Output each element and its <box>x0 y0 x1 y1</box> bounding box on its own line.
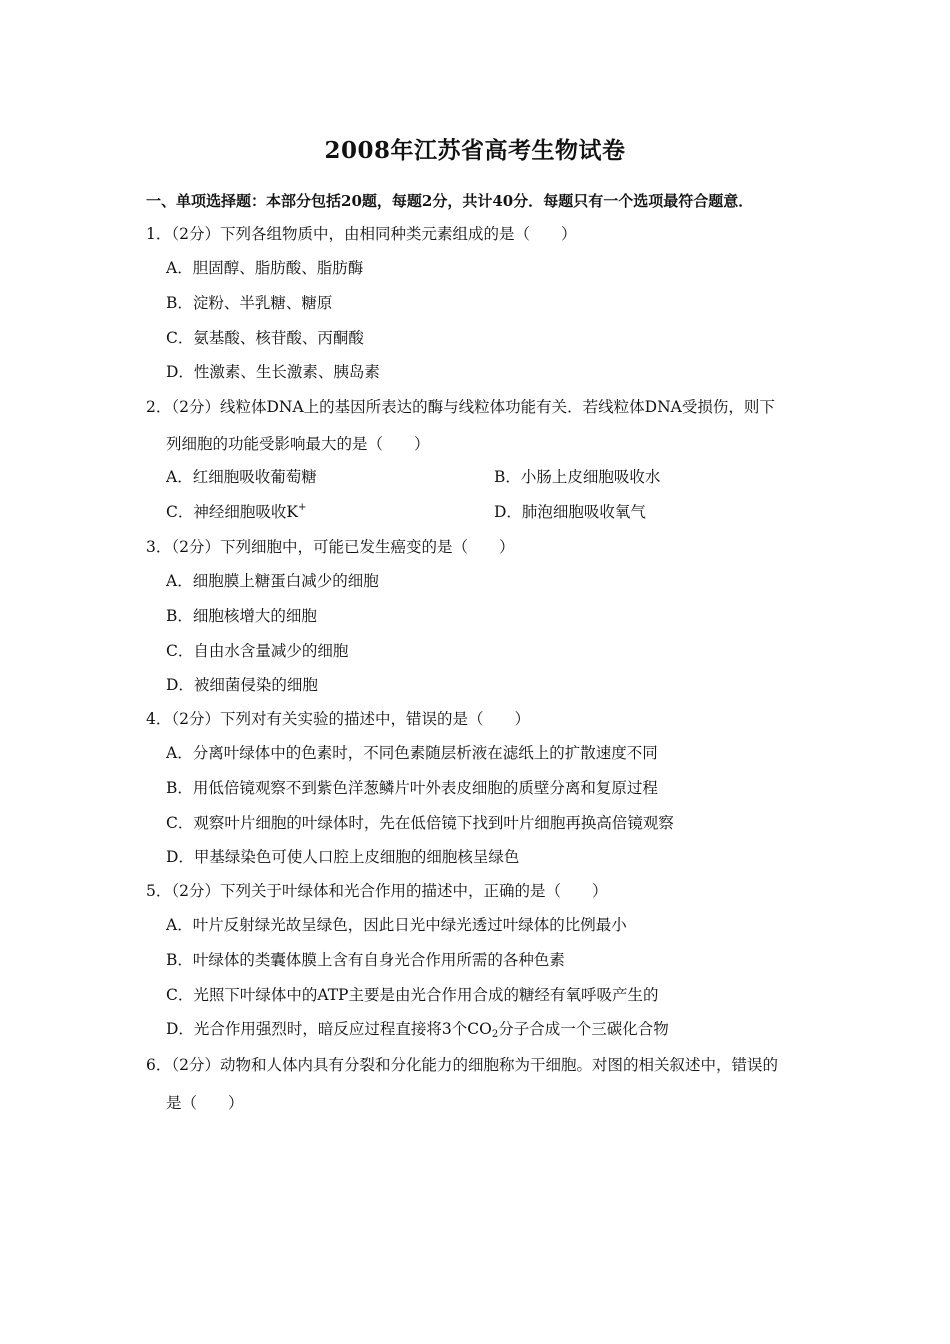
question-1-option-b: B．淀粉、半乳糖、糖原 <box>166 294 333 312</box>
question-3-option-b: B．细胞核增大的细胞 <box>166 607 317 625</box>
question-4-option-a: A．分离叶绿体中的色素时，不同色素随层析液在滤纸上的扩散速度不同 <box>166 744 658 762</box>
question-5-option-d-text-after: 分子合成一个三碳化合物 <box>498 1020 669 1038</box>
question-2-option-c-text: C．神经细胞吸收K <box>166 503 298 521</box>
question-2-option-d: D．肺泡细胞吸收氧气 <box>494 503 646 521</box>
question-1-option-a: A．胆固醇、脂肪酸、脂肪酶 <box>166 259 364 277</box>
question-3-option-c: C．自由水含量减少的细胞 <box>166 642 349 660</box>
question-4-option-c: C．观察叶片细胞的叶绿体时，先在低倍镜下找到叶片细胞再换高倍镜观察 <box>166 814 674 832</box>
question-6-stem-line-1: 6．（2分）动物和人体内具有分裂和分化能力的细胞称为干细胞。对图的相关叙述中，错误的 <box>146 1056 778 1074</box>
question-1-option-c: C．氨基酸、核苷酸、丙酮酸 <box>166 329 364 347</box>
question-4-option-b: B．用低倍镜观察不到紫色洋葱鳞片叶外表皮细胞的质壁分离和复原过程 <box>166 779 658 797</box>
question-5-option-c: C．光照下叶绿体中的ATP主要是由光合作用合成的糖经有氧呼吸产生的 <box>166 986 659 1004</box>
question-4-option-d: D．甲基绿染色可使人口腔上皮细胞的细胞核呈绿色 <box>166 848 520 866</box>
question-1-option-d: D．性激素、生长激素、胰岛素 <box>166 363 380 381</box>
question-6-stem-line-2: 是（ ） <box>166 1094 244 1112</box>
question-4-stem: 4．（2分）下列对有关实验的描述中，错误的是（ ） <box>146 710 530 728</box>
question-2-option-b: B．小肠上皮细胞吸收水 <box>494 468 661 486</box>
question-5-option-d <box>166 1019 669 1039</box>
question-5-option-d-text-before: D．光合作用强烈时，暗反应过程直接将3个CO <box>166 1020 492 1038</box>
question-3-option-d: D．被细菌侵染的细胞 <box>166 676 318 694</box>
question-2-option-a: A．红细胞吸收葡萄糖 <box>166 468 317 486</box>
question-2-stem-line-2: 列细胞的功能受影响最大的是（ ） <box>166 435 430 453</box>
question-3-option-a: A．细胞膜上糖蛋白减少的细胞 <box>166 572 379 590</box>
question-3-stem: 3．（2分）下列细胞中，可能已发生癌变的是（ ） <box>146 538 515 556</box>
question-2-option-c-superscript: + <box>297 502 307 513</box>
question-5-option-b: B．叶绿体的类囊体膜上含有自身光合作用所需的各种色素 <box>166 951 565 969</box>
question-5-option-a: A．叶片反射绿光故呈绿色，因此日光中绿光透过叶绿体的比例最小 <box>166 916 627 934</box>
question-5-stem: 5．（2分）下列关于叶绿体和光合作用的描述中，正确的是（ ） <box>146 882 608 900</box>
question-5-option-d-subscript: 2 <box>491 1029 499 1040</box>
exam-title: 2008年江苏省高考生物试卷 <box>324 137 626 164</box>
question-2-option-c <box>166 502 306 522</box>
question-1-stem: 1．（2分）下列各组物质中，由相同种类元素组成的是（ ） <box>146 225 577 243</box>
section-heading: 一、单项选择题：本部分包括20题，每题2分，共计40分．每题只有一个选项最符合题意． <box>146 192 754 210</box>
question-2-stem-line-1: 2．（2分）线粒体DNA上的基因所表达的酶与线粒体功能有关．若线粒体DNA受损伤，则下 <box>146 398 775 416</box>
